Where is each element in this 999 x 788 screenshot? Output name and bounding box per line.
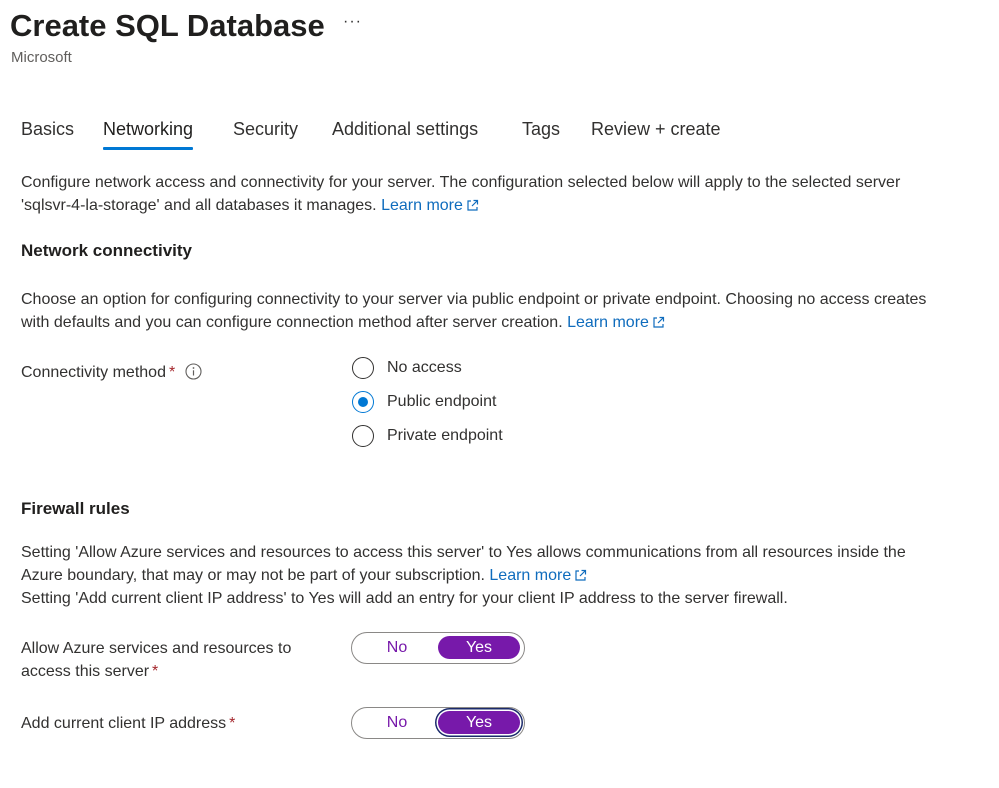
toggle-no-option[interactable]: No	[386, 638, 408, 656]
more-options-icon[interactable]: ···	[343, 13, 362, 30]
toggle-yes-option[interactable]: Yes	[438, 636, 520, 659]
page-title: Create SQL Database	[10, 8, 325, 43]
network-connectivity-text: Choose an option for configuring connectivity to your server via public endpoint or private endpoint. Choosing no access creates with defaults and you can configure connection method after server creation.	[21, 291, 927, 331]
network-connectivity-description	[21, 288, 956, 334]
radio-private-endpoint[interactable]	[352, 423, 503, 449]
add-client-ip-label: Add current client IP address *	[21, 715, 236, 732]
intro-learn-more-link[interactable]: Learn more	[381, 197, 479, 214]
connectivity-method-label: Connectivity method *	[21, 361, 202, 384]
external-link-icon	[466, 199, 479, 212]
radio-button-selected[interactable]	[352, 391, 374, 413]
info-icon[interactable]	[185, 363, 202, 380]
allow-azure-services-label: Allow Azure services and resources to access this server *	[21, 640, 292, 680]
connectivity-learn-more-link[interactable]: Learn more	[567, 314, 665, 331]
toggle-no-option[interactable]: No	[386, 713, 408, 731]
tab-security[interactable]: Security	[233, 119, 299, 139]
tab-tags[interactable]: Tags	[522, 119, 561, 139]
radio-button[interactable]	[352, 357, 374, 379]
radio-label: No access	[387, 359, 462, 376]
radio-label: Public endpoint	[387, 393, 497, 410]
external-link-icon	[652, 316, 665, 329]
page-subtitle: Microsoft	[11, 49, 72, 66]
required-asterisk: *	[168, 364, 176, 381]
tab-additional-settings[interactable]: Additional settings	[332, 119, 479, 139]
allow-azure-services-toggle[interactable]	[351, 632, 525, 664]
required-asterisk: *	[152, 663, 159, 680]
tab-review-create[interactable]: Review + create	[591, 119, 721, 139]
firewall-description	[21, 541, 941, 610]
required-asterisk: *	[229, 715, 236, 732]
firewall-rules-heading: Firewall rules	[21, 499, 130, 518]
radio-public-endpoint[interactable]	[352, 389, 496, 415]
tab-networking[interactable]: Networking	[103, 119, 193, 150]
radio-label: Private endpoint	[387, 427, 503, 444]
tab-basics[interactable]: Basics	[21, 119, 75, 139]
firewall-text-1: Setting 'Allow Azure services and resources to access this server' to Yes allows communications from all resources inside the Azure boundary, that may or may not be part of your subscription.	[21, 544, 906, 584]
firewall-learn-more-link[interactable]: Learn more	[489, 567, 587, 584]
toggle-yes-option[interactable]: Yes	[438, 711, 520, 734]
external-link-icon	[574, 569, 587, 582]
intro-description	[21, 171, 941, 217]
add-client-ip-toggle[interactable]	[351, 707, 525, 739]
firewall-text-2: Setting 'Add current client IP address' to Yes will add an entry for your client IP address to the server firewall.	[21, 590, 788, 607]
radio-button[interactable]	[352, 425, 374, 447]
network-connectivity-heading: Network connectivity	[21, 241, 192, 260]
radio-no-access[interactable]	[352, 355, 462, 381]
intro-text: Configure network access and connectivity for your server. The configuration selected below will apply to the selected server 'sqlsvr-4-la-storage' and all databases it manages.	[21, 174, 901, 214]
